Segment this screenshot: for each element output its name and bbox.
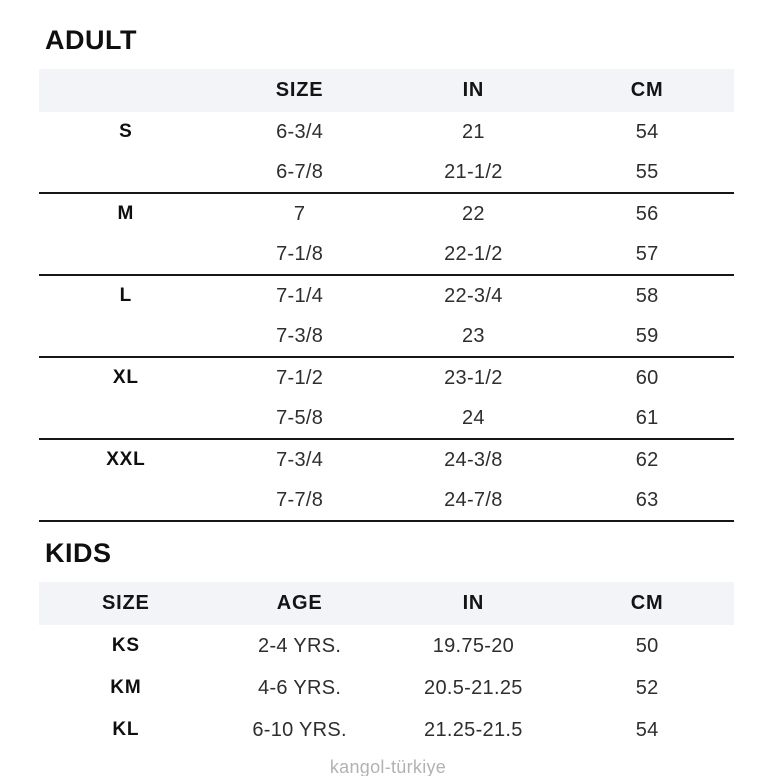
table-row — [39, 667, 734, 709]
in-value-cell: 23-1/2 — [444, 366, 503, 389]
kids-size-table — [39, 582, 734, 751]
size-value-cell: 7-7/8 — [213, 480, 387, 521]
table-row — [39, 480, 734, 521]
column-header-blank — [39, 69, 213, 112]
column-header-cm: CM — [560, 69, 734, 112]
column-header-in: IN — [387, 69, 561, 112]
cm-value-cell: 57 — [560, 234, 734, 275]
in-value-cell: 19.75-20 — [432, 634, 515, 657]
age-value-cell: 6-10 YRS. — [252, 718, 347, 741]
size-label-cell: XXL — [106, 449, 146, 470]
column-header-in: IN — [387, 582, 561, 625]
size-label-cell: L — [119, 285, 133, 306]
size-label-cell: M — [117, 203, 135, 224]
table-row — [39, 357, 734, 398]
size-label-cell: KL — [112, 719, 140, 740]
cm-value-cell: 59 — [560, 316, 734, 357]
table-row — [39, 709, 734, 751]
cm-value-cell: 54 — [635, 718, 659, 741]
size-label-cell: KM — [110, 677, 142, 698]
table-row — [39, 275, 734, 316]
size-label-cell: XL — [112, 367, 139, 388]
size-label-cell — [39, 480, 213, 521]
cm-value-cell: 60 — [635, 366, 659, 389]
in-value-cell: 22 — [461, 202, 485, 225]
size-value-cell: 7-1/2 — [276, 366, 324, 389]
age-value-cell: 4-6 YRS. — [258, 676, 342, 699]
column-header-cm: CM — [560, 582, 734, 625]
cm-value-cell: 62 — [635, 448, 659, 471]
cm-value-cell: 55 — [560, 152, 734, 193]
in-value-cell: 20.5-21.25 — [424, 676, 523, 699]
size-value-cell: 7-5/8 — [213, 398, 387, 439]
table-row — [39, 112, 734, 152]
table-row — [39, 152, 734, 193]
in-value-cell: 22-3/4 — [444, 284, 503, 307]
table-row — [39, 439, 734, 480]
size-value-cell: 7-3/4 — [276, 448, 324, 471]
in-value-cell: 21 — [461, 120, 485, 143]
table-row — [39, 234, 734, 275]
adult-header-row — [39, 69, 734, 112]
table-row — [39, 193, 734, 234]
cm-value-cell: 56 — [635, 202, 659, 225]
kids-section-title: KIDS — [45, 538, 112, 568]
in-value-cell: 21-1/2 — [387, 152, 561, 193]
size-label-cell — [39, 398, 213, 439]
cm-value-cell: 63 — [560, 480, 734, 521]
in-value-cell: 22-1/2 — [387, 234, 561, 275]
size-label-cell — [39, 152, 213, 193]
size-value-cell: 7-1/4 — [276, 284, 324, 307]
in-value-cell: 24 — [387, 398, 561, 439]
size-label-cell: S — [119, 121, 133, 142]
size-value-cell: 7 — [293, 202, 306, 225]
in-value-cell: 23 — [387, 316, 561, 357]
column-header-age: AGE — [213, 582, 387, 625]
column-header-size: SIZE — [213, 69, 387, 112]
size-value-cell: 7-3/8 — [213, 316, 387, 357]
in-value-cell: 24-7/8 — [387, 480, 561, 521]
adult-size-table — [39, 69, 734, 522]
table-row — [39, 316, 734, 357]
cm-value-cell: 52 — [635, 676, 659, 699]
in-value-cell: 21.25-21.5 — [424, 718, 523, 741]
cm-value-cell: 58 — [635, 284, 659, 307]
cm-value-cell: 61 — [560, 398, 734, 439]
size-value-cell: 7-1/8 — [213, 234, 387, 275]
size-label-cell — [39, 316, 213, 357]
adult-section-title: ADULT — [45, 25, 137, 55]
size-label-cell — [39, 234, 213, 275]
column-header-size: SIZE — [39, 582, 213, 625]
size-label-cell: KS — [111, 635, 140, 656]
size-value-cell: 6-7/8 — [213, 152, 387, 193]
cm-value-cell: 54 — [635, 120, 659, 143]
size-value-cell: 6-3/4 — [276, 120, 324, 143]
table-row — [39, 625, 734, 667]
kids-header-row — [39, 582, 734, 625]
site-watermark: kangol-türkiye — [329, 757, 447, 776]
in-value-cell: 24-3/8 — [444, 448, 503, 471]
cm-value-cell: 50 — [635, 634, 659, 657]
age-value-cell: 2-4 YRS. — [258, 634, 342, 657]
table-row — [39, 398, 734, 439]
